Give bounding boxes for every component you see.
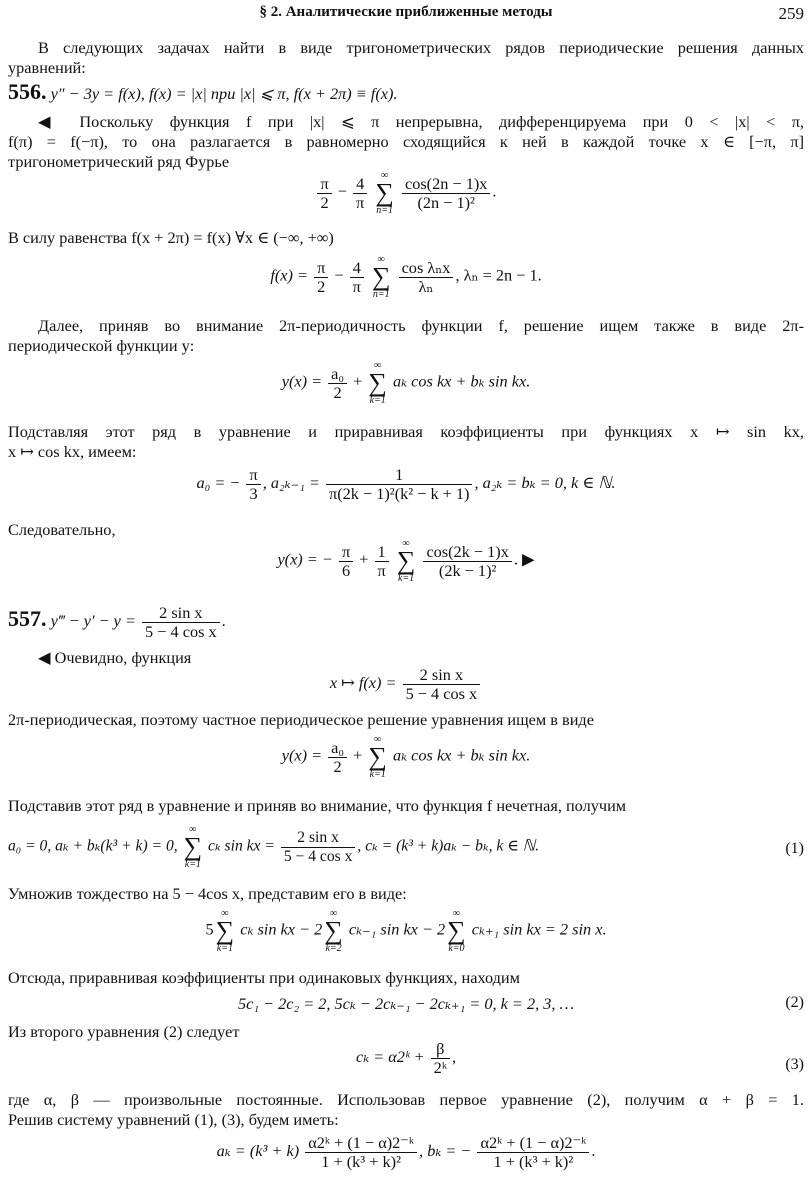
formula-equation-2: 5c₁ − 2c₂ = 2, 5cₖ − 2cₖ₋₁ − 2cₖ₊₁ = 0, k = 2, 3, … — [237, 994, 575, 1013]
text-line: Отсюда, приравнивая коэффициенты при одинаковых функциях, находим — [8, 968, 520, 987]
problem-556-statement — [8, 79, 804, 104]
formula-y-series-557: y(x) = $\frac{\text{a₀}}{2}$ + ∞ ∑ k=1 aₖ cos kx + bₖ sin kx. — [281, 734, 531, 780]
text-line: Умножив тождество на 5 − 4cos x, представим его в виде: — [8, 884, 407, 903]
formula-coefficients: a₀ = − $\frac{\pi}{3}$ , a₂ₖ₋₁ = $\frac{1}{\text{π(2k − 1)²(k² − k + 1)}}$ , a₂ₖ = bₖ = 0, k ∈ ℕ. — [196, 465, 616, 503]
formula-y-series: y(x) = $\frac{\text{a₀}}{2}$ + ∞ ∑ k=1 aₖ cos kx + bₖ sin kx. — [281, 360, 531, 406]
equation-label-3: (3) — [785, 1056, 804, 1073]
text-line: 2π-периодическая, поэтому частное периодическое решение уравнения ищем в виде — [8, 710, 594, 729]
formula-equation-1: a₀ = 0, aₖ + bₖ(k³ + k) = 0, ∞ ∑ k=1 cₖ sin kx = $\frac{\text{2 sin x}}{\text{5 − 4 cos x}}$ , cₖ = (k³ + k)aₖ − bₖ, k ∈ ℕ. — [8, 824, 540, 870]
text-line: периодической функции y: — [8, 336, 195, 355]
running-header — [0, 4, 812, 28]
text-line: ◀ Поскольку функция f при |x| ⩽ π непрерывна, дифференцируема при 0 < |x| < π, — [38, 112, 804, 131]
page-number: 259 — [778, 4, 804, 23]
text-line: ◀ Очевидно, функция — [38, 648, 192, 667]
equation-label-2: (2) — [785, 994, 804, 1011]
formula-identity: 5 ∞ ∑ k=1 cₖ sin kx − 2 ∞ ∑ k=2 cₖ₋₁ sin kx − 2 ∞ ∑ k=0 cₖ₊₁ sin kx = 2 sin x. — [205, 908, 607, 954]
text-line: Из второго уравнения (2) следует — [8, 1022, 240, 1041]
text-line: Подставляя этот ряд в уравнение и приравнивая коэффициенты при функциях x ↦ sin kx, — [8, 422, 804, 441]
formula-equation-3: cₖ = α2ᵏ + $\frac{\beta}{\text{2ᵏ}}$ , — [355, 1039, 457, 1077]
problem-number: 556. — [8, 79, 47, 104]
formula-solution-556: y(x) = − $\frac{\pi}{6}$ + $\frac{1}{\pi}$ ∞ ∑ k=1 $\frac{\cos(2k - 1)x}{\text{(2k − 1)²}}$ . ▶ — [277, 538, 535, 584]
text-line: Далее, приняв во внимание 2π-периодичность функции f, решение ищем также в виде 2π- — [38, 316, 804, 335]
problem-557-statement: 557. y‴ − y′ − y = $\frac{\text{2 sin x}}{\text{5 − 4 cos x}}$ . — [8, 603, 226, 641]
text-line: Решив систему уравнений (1), (3), будем иметь: — [8, 1110, 339, 1129]
text-line: f(π) = f(−π), то она разлагается в равномерно сходящийся к ней в каждой точке x ∈ [−π, π] — [8, 132, 804, 151]
equation-text: y″ − 3y = f(x), f(x) = |x| при |x| ⩽ π, f(x + 2π) ≡ f(x). — [50, 84, 398, 103]
text-line: Подставив этот ряд в уравнение и приняв во внимание, что функция f нечетная, получим — [8, 796, 627, 815]
formula-f-series: f(x) = $\frac{\pi}{2}$ − $\frac{4}{\pi}$ ∞ ∑ n=1 $\frac{\text{cos λₙx}}{\text{λₙ}}$ , λₙ = 2n − 1. — [270, 254, 542, 300]
formula-fourier-series: $\frac{\pi}{2}$ − $\frac{4}{\pi}$ ∞ ∑ n=1 $\frac{\cos(2n - 1)x}{\text{(2n − 1)²}}$ . — [8, 170, 804, 216]
text-line: тригонометрический ряд Фурье — [8, 152, 230, 171]
text-line: где α, β — произвольные постоянные. Использовав первое уравнение (2), получим α + β = 1. — [8, 1090, 804, 1109]
equation-label-1: (1) — [785, 840, 804, 857]
intro-line-2: уравнений: — [8, 58, 86, 77]
intro-line-1: В следующих задачах найти в виде тригонометрических рядов периодические решения данных — [38, 38, 804, 57]
text-line: В силу равенства f(x + 2π) = f(x) ∀x ∈ (−∞, +∞) — [8, 228, 334, 247]
problem-number: 557. — [8, 606, 47, 632]
text-line: Следовательно, — [8, 520, 116, 539]
text-line: x ↦ cos kx, имеем: — [8, 442, 137, 461]
formula-function-f: x ↦ f(x) = $\frac{\text{2 sin x}}{\text{5 − 4 cos x}}$ — [8, 666, 804, 703]
formula-ak-bk: aₖ = (k³ + k) $\frac{\text{α2ᵏ + (1 − α)2⁻ᵏ}}{\text{1 + (k³ + k)²}}$ , bₖ = − $\frac{\text{α2ᵏ + (1 − α)2⁻ᵏ}}{\text{1 + (k³ + k)²}}$ . — [216, 1133, 596, 1171]
section-title: § 2. Аналитические приближенные методы — [259, 4, 553, 20]
